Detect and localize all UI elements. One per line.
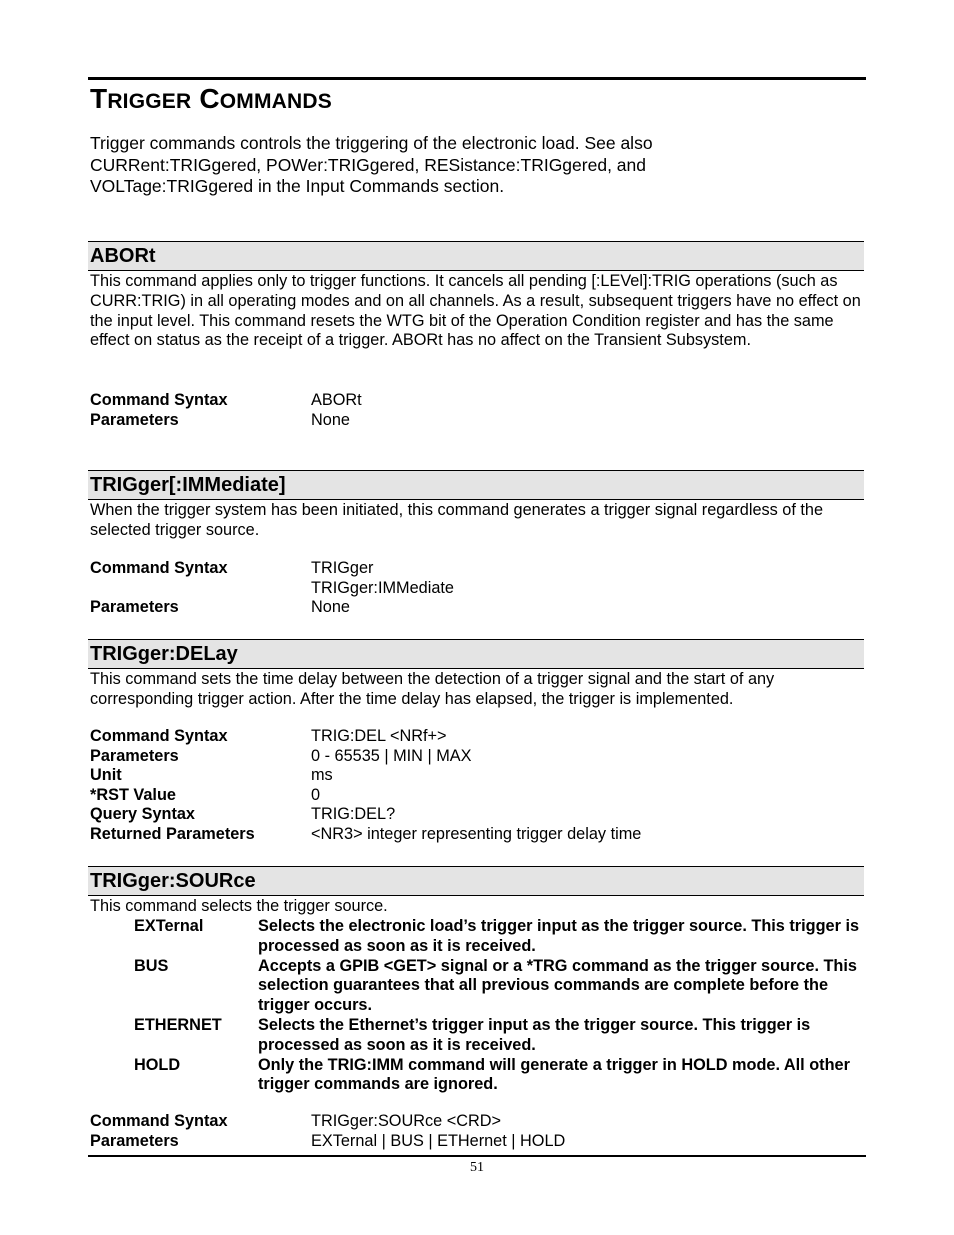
row-label: Command Syntax <box>90 1112 228 1130</box>
option-name: HOLD <box>134 1055 181 1074</box>
option-description: Selects the Ethernet’s trigger input as the trigger source. This trigger is processed as soon as it is received. <box>258 1015 811 1054</box>
section-heading-delay: TRIGger:DELay <box>88 639 864 669</box>
page-title: TRIGGER COMMANDS <box>90 83 332 114</box>
table-row <box>90 825 865 845</box>
row-value: <NR3> integer representing trigger delay time <box>311 824 642 843</box>
row-label: Query Syntax <box>90 805 195 824</box>
row-label: Returned Parameters <box>90 824 255 843</box>
source-options-list <box>134 917 864 1095</box>
row-value: None <box>311 598 350 617</box>
row-value: ABORt <box>311 391 362 409</box>
row-label: Command Syntax <box>90 727 228 745</box>
list-item <box>134 917 864 957</box>
row-value: 0 - 65535 | MIN | MAX <box>311 746 472 765</box>
row-label: Command Syntax <box>90 391 228 409</box>
option-name: EXTernal <box>134 917 204 935</box>
table-row <box>90 747 865 767</box>
row-value: ms <box>311 766 333 785</box>
row-label: Unit <box>90 766 122 785</box>
intro-paragraph: Trigger commands controls the triggering of the electronic load. See also CURRent:TRIGgered, POWer:TRIGgered, RESistance:TRIGgered, and VOLTage:TRIGgered in the Input Commands section. <box>90 133 653 196</box>
table-row <box>90 579 865 599</box>
section-heading-abort: ABORt <box>88 241 864 271</box>
table-row <box>90 727 865 747</box>
row-label: Parameters <box>90 598 179 617</box>
row-value: TRIGger <box>311 559 374 577</box>
option-description: Selects the electronic load’s trigger input as the trigger source. This trigger is processed as soon as it is received. <box>258 917 860 955</box>
list-item <box>134 1016 864 1056</box>
row-value: TRIGger:IMMediate <box>311 578 454 597</box>
abort-syntax-table <box>90 391 865 430</box>
delay-syntax-table <box>90 727 865 845</box>
abort-description: This command applies only to trigger functions. It cancels all pending [:LEVel]:TRIG operations (such as CURR:TRIG) in all operating modes and on all channels. As a result, subsequent triggers have no effect on the input level. This command resets the WTG bit of the Operation Condition register and has the same effect on status as the receipt of a trigger. ABORt has no affect on the Transient Subsystem. <box>90 272 861 350</box>
row-value: None <box>311 410 350 429</box>
row-value: 0 <box>311 785 321 804</box>
delay-description: This command sets the time delay between the detection of a trigger signal and the start of any corresponding trigger action. After the time delay has elapsed, the trigger is implemented. <box>90 670 775 708</box>
page-number: 51 <box>470 1160 484 1175</box>
table-row <box>90 805 865 825</box>
option-name: BUS <box>134 956 169 975</box>
row-label: Command Syntax <box>90 559 228 577</box>
list-item <box>134 1056 864 1096</box>
table-row <box>90 411 865 431</box>
table-row <box>90 1132 865 1152</box>
source-syntax-table <box>90 1112 865 1151</box>
table-row <box>90 598 865 618</box>
row-value: TRIG:DEL? <box>311 805 396 824</box>
table-row <box>90 766 865 786</box>
top-rule <box>88 77 866 80</box>
table-row <box>90 1112 865 1132</box>
section-heading-immediate: TRIGger[:IMMediate] <box>88 470 864 500</box>
section-heading-source: TRIGger:SOURce <box>88 866 864 896</box>
row-label: Parameters <box>90 1131 179 1150</box>
table-row <box>90 391 865 411</box>
option-name: ETHERNET <box>134 1015 222 1034</box>
immediate-description: When the trigger system has been initiated, this command generates a trigger signal regardless of the selected trigger source. <box>90 501 824 539</box>
immediate-syntax-table <box>90 559 865 618</box>
row-label: Parameters <box>90 410 179 429</box>
row-label: Parameters <box>90 746 179 765</box>
source-description: This command selects the trigger source. <box>90 897 388 915</box>
row-value: TRIG:DEL <NRf+> <box>311 727 447 745</box>
table-row <box>90 559 865 579</box>
list-item <box>134 957 864 1016</box>
row-value: EXTernal | BUS | ETHernet | HOLD <box>311 1131 566 1150</box>
table-row <box>90 786 865 806</box>
row-label: *RST Value <box>90 785 176 804</box>
option-description: Only the TRIG:IMM command will generate a trigger in HOLD mode. All other trigger commands are ignored. <box>258 1055 850 1094</box>
bottom-rule <box>88 1155 866 1157</box>
option-description: Accepts a GPIB <GET> signal or a *TRG command as the trigger source. This selection guarantees that all previous commands are complete before the trigger occurs. <box>258 956 857 1015</box>
row-value: TRIGger:SOURce <CRD> <box>311 1112 501 1130</box>
